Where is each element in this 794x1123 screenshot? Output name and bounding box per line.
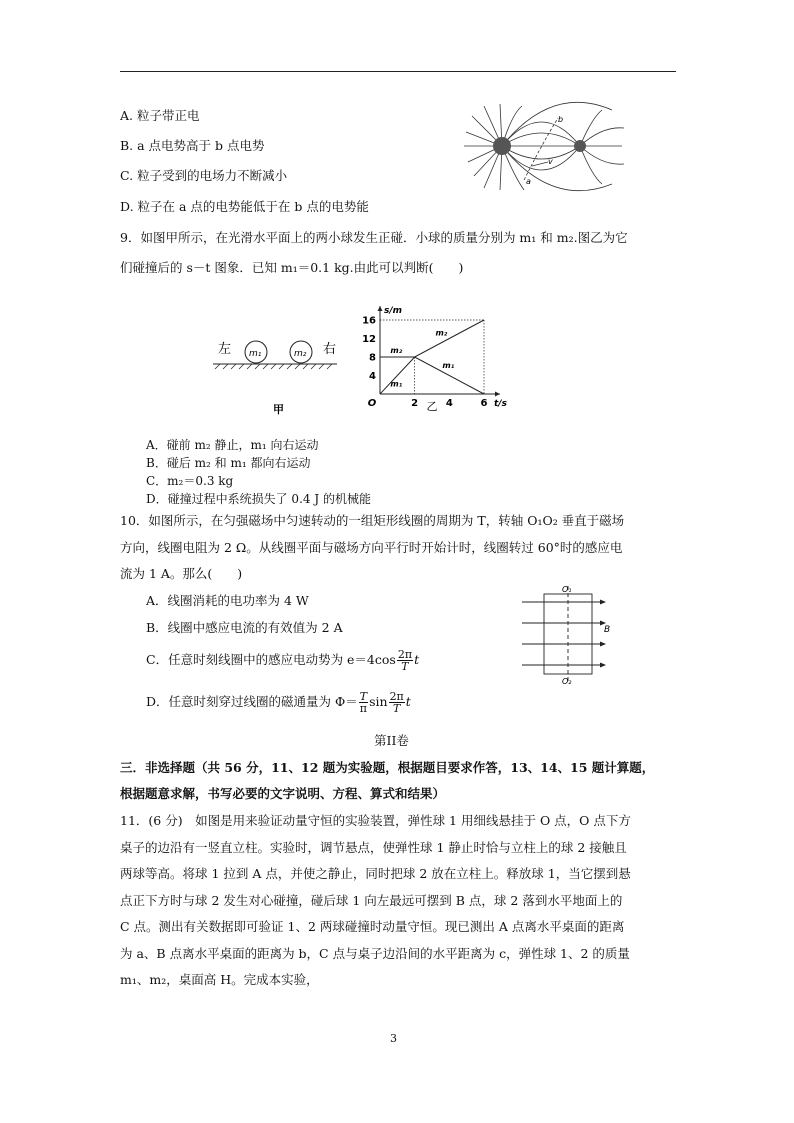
q10-option-c-prefix: C．任意时刻线圈中的感应电动势为 e＝4cos [146,652,396,667]
q10-option-d-suffix: t [405,694,411,709]
q11-line4: 点正下方时与球 2 发生对心碰撞，碰后球 1 向左最远可摆到 B 点，球 2 落到水平地面上的 [120,893,623,908]
section3-line2: 根据题意求解，书写必要的文字说明、方程、算式和结果） [120,786,446,801]
q10-option-b: B．线圈中感应电流的有效值为 2 A [146,620,343,635]
q9-option-c: C．m₂＝0.3 kg [146,474,234,488]
q10-line3: 流为 1 A。那么( ) [120,566,243,581]
q9-option-b: B．碰后 m₂ 和 m₁ 都向右运动 [146,456,311,470]
st-chart [360,300,520,415]
q10-line1: 10．如图所示，在匀强磁场中匀速转动的一组矩形线圈的周期为 T，转轴 O₁O₂ 垂直于磁场 [120,513,625,528]
frac-numerator: 2π [397,648,413,661]
q10-option-d [146,688,411,716]
fraction-T-over-pi [359,691,368,714]
frac-numerator: T [359,690,368,703]
y-tick-label: 12 [362,334,376,345]
series-label: m₂ [390,345,403,355]
frac-denominator: π [359,702,368,715]
label-right: 右 [323,342,337,357]
y-tick-label: 8 [369,352,376,364]
fraction-2pi-over-T [389,691,405,714]
label-b: b [558,115,564,124]
q10-option-a: A．线圈消耗的电功率为 4 W [146,593,309,608]
q8-option-d: D. 粒子在 a 点的电势能低于在 b 点的电势能 [120,199,369,214]
frac-numerator: 2π [389,690,404,703]
frac-denominator: T [393,702,401,715]
q11-line6: 为 a、B 点离水平桌面的距离为 b，C 点与桌子边沿间的水平距离为 c，弹性球 1、2 的质量 [120,946,630,961]
x-tick-label: 6 [480,398,488,409]
q8-option-a: A. 粒子带正电 [120,108,200,123]
q9-option-a: A．碰前 m₂ 静止，m₁ 向右运动 [146,438,319,452]
section3-line1: 三．非选择题（共 56 分，11、12 题为实验题，根据题目要求作答，13、14、15 题计算题， [120,760,655,775]
y-tick-label: 16 [362,315,376,327]
q9-option-d: D．碰撞过程中系统损失了 0.4 J 的机械能 [146,492,371,506]
q11-line7: m₁、m₂，桌面高 H。完成本实验， [120,972,319,987]
series-label: m₂ [435,328,448,338]
q9-line2: 们碰撞后的 s－t 图象．已知 m₁＝0.1 kg.由此可以判断( ) [120,260,464,275]
y-tick-label: 4 [369,371,376,382]
y-axis-arrow [378,306,383,311]
label-a: a [526,177,531,186]
q11-line1: 11．(6 分) 如图是用来验证动量守恒的实验装置，弹性球 1 用细线悬挂于 O 点，O 点下方 [120,813,631,828]
caption-jia: 甲 [273,403,284,416]
label-B: B [604,625,611,635]
q10-option-d-prefix: D．任意时刻穿过线圈的磁通量为 Φ＝ [146,694,358,709]
q11-line3: 两球等高。将球 1 拉到 A 点，并使之静止，同时把球 2 放在立柱上。释放球 1，当它摆到悬 [120,866,631,881]
x-tick-label: 2 [411,398,419,409]
part2-title: 第II卷 [374,733,409,748]
x-axis-label: t/s [494,399,507,409]
coil-field-figure [520,580,635,690]
label-left: 左 [218,342,232,357]
q10-option-c-suffix: t [414,652,420,667]
chart-caption: 乙 [426,400,438,413]
x-axis-arrow [495,392,500,397]
q11-line2: 桌子的边沿有一竖直立柱。实验时，调节悬点，使弹性球 1 静止时恰与立柱上的球 2 接触且 [120,840,627,855]
label-o2: O₂ [562,677,572,686]
series-label: m₁ [442,361,455,371]
page-number: 3 [390,1032,397,1045]
figure-jia [213,335,343,420]
y-axis-label: s/m [384,306,403,316]
label-v: v [548,157,553,166]
field-lines-figure [462,104,628,190]
label-ball-m1: m₁ [249,349,262,359]
fraction-2pi-over-T [397,649,413,672]
header-rule [120,71,676,72]
origin-label: O [367,398,377,409]
label-o1: O₁ [562,585,572,594]
frac-denominator: T [401,660,409,673]
x-tick-label: 4 [445,398,453,409]
q10-line2: 方向，线圈电阻为 2 Ω。从线圈平面与磁场方向平行时开始计时，线圈转过 60°时的感应电 [120,540,623,555]
q11-line5: C 点。测出有关数据即可验证 1、2 两球碰撞时动量守恒。现已测出 A 点离水平桌面的距离 [120,919,625,934]
sin-text: sin [369,694,388,709]
label-ball-m2: m₂ [294,349,307,359]
series-label: m₁ [390,379,403,389]
q8-option-b: B. a 点电势高于 b 点电势 [120,138,265,153]
q10-option-c [146,646,419,674]
q8-option-c: C. 粒子受到的电场力不断减小 [120,168,288,183]
q9-line1: 9．如图甲所示，在光滑水平面上的两小球发生正碰．小球的质量分别为 m₁ 和 m₂.图乙为它 [120,230,628,245]
